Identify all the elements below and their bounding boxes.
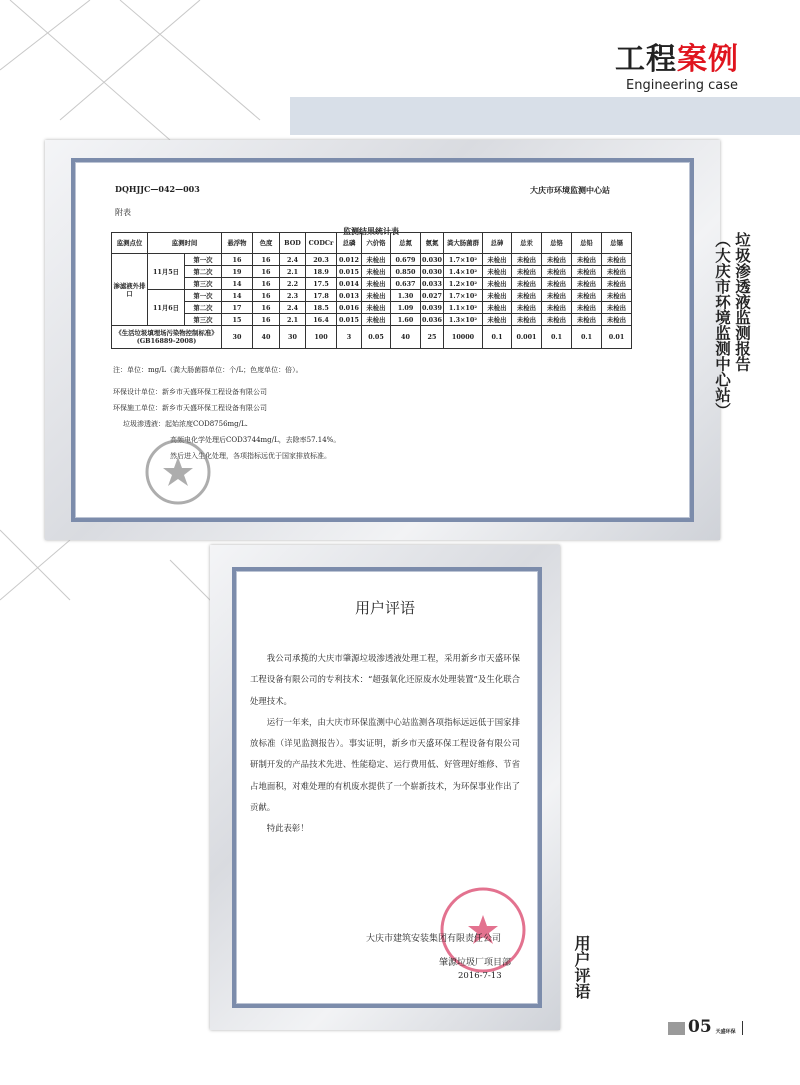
- table-cell: 未检出: [542, 254, 572, 266]
- table-row: [112, 254, 632, 266]
- standard-row: [112, 326, 632, 349]
- page-number: 05: [688, 1017, 712, 1037]
- review-paragraph: 我公司承揽的大庆市肇源垃圾渗透液处理工程，采用新乡市天盛环保工程设备有限公司的专利技术：“超强氧化还原废水处理装置”及生化联合处理技术。: [250, 653, 520, 706]
- side-title-org: （大庆市环境监测中心站）: [713, 232, 731, 418]
- column-header: 总氮: [391, 233, 421, 254]
- table-cell: 未检出: [512, 278, 542, 290]
- table-cell: 0.015: [337, 314, 362, 326]
- review-title: 用户评语: [354, 599, 415, 617]
- sample-cell: 第二次: [185, 302, 222, 314]
- column-header: 总铬: [542, 233, 572, 254]
- standard-label: 《生活垃圾填埋场污染物控制标准》(GB16889-2008): [112, 326, 222, 349]
- review-paper: [232, 567, 542, 1008]
- table-cell: 2.4: [280, 302, 306, 314]
- table-cell: 0.637: [391, 278, 421, 290]
- table-cell: 未检出: [572, 266, 602, 278]
- table-cell: 20.3: [306, 254, 337, 266]
- standard-value: 25: [421, 326, 444, 349]
- table-cell: 1.09: [391, 302, 421, 314]
- table-cell: 16: [253, 278, 280, 290]
- table-cell: 2.3: [280, 290, 306, 302]
- table-cell: 0.027: [421, 291, 442, 300]
- table-cell: 未检出: [572, 290, 602, 302]
- sign-date: 2016-7-13: [458, 971, 502, 981]
- column-header: 总汞: [512, 233, 542, 254]
- biochem-note: 然后进入生化处理，各项指标远优于国家排放标准。: [170, 452, 331, 460]
- standard-value: 0.1: [542, 326, 572, 349]
- table-cell: 未检出: [602, 254, 632, 266]
- header-subtitle: Engineering case: [626, 78, 739, 93]
- table-cell: 未检出: [512, 314, 542, 326]
- table-cell: 16: [253, 314, 280, 326]
- official-stamp: [143, 437, 213, 507]
- column-header: CODCr: [306, 233, 337, 254]
- table-cell: 17.8: [306, 290, 337, 302]
- unit-note: 注：单位：mg/L（粪大肠菌群单位：个/L；色度单位：倍）。: [113, 366, 303, 374]
- table-cell: 未检出: [362, 290, 391, 302]
- report-side-title: [712, 232, 752, 432]
- table-cell: 1.60: [391, 314, 421, 326]
- monitoring-table: [111, 232, 632, 349]
- table-cell: 14: [222, 278, 253, 290]
- table-cell: 未检出: [542, 266, 572, 278]
- table-cell: 17.5: [306, 278, 337, 290]
- table-cell: 未检出: [483, 278, 512, 290]
- table-cell: 14: [222, 290, 253, 302]
- site-cell: 渗滤液外排口: [112, 254, 148, 326]
- standard-value: 3: [337, 326, 362, 349]
- review-paragraph: 特此表彰！: [266, 823, 309, 834]
- table-cell: 18.5: [306, 302, 337, 314]
- column-header: 总磷: [337, 233, 362, 254]
- table-row: [112, 278, 632, 290]
- report-code: DQHJJC—042—003: [115, 184, 200, 194]
- table-cell: 0.030: [421, 255, 442, 264]
- table-cell: 未检出: [572, 278, 602, 290]
- standard-value: 0.1: [572, 326, 602, 349]
- standard-value: 0.001: [512, 326, 542, 349]
- date-cell: 11月6日: [148, 290, 185, 326]
- table-cell: 0.039: [421, 303, 442, 312]
- table-cell: 0.013: [337, 290, 362, 302]
- table-cell: 未检出: [602, 314, 632, 326]
- table-cell: 未检出: [542, 302, 572, 314]
- table-row: [112, 290, 632, 302]
- table-cell: 15: [222, 314, 253, 326]
- column-header: 色度: [253, 233, 280, 254]
- table-cell: 16: [253, 266, 280, 278]
- table-cell: 1.4×10²: [444, 266, 483, 278]
- table-cell: 16: [253, 302, 280, 314]
- treatment-note: 高频电化学处理后COD3744mg/L，去除率57.14%。: [170, 436, 341, 444]
- table-cell: 未检出: [483, 266, 512, 278]
- table-cell: 未检出: [512, 254, 542, 266]
- standard-value: 0.05: [362, 326, 391, 349]
- report-org: 大庆市环境监测中心站: [530, 185, 610, 195]
- review-frame: [210, 545, 560, 1030]
- signer-department: 肇源垃圾厂项目部: [439, 958, 512, 968]
- table-header-row: [112, 233, 632, 254]
- table-cell: 16.4: [306, 314, 337, 326]
- table-cell: 0.015: [337, 266, 362, 278]
- column-header: 总铅: [572, 233, 602, 254]
- table-cell: 未检出: [512, 302, 542, 314]
- table-cell: 0.036: [421, 315, 442, 324]
- table-cell: 0.679: [391, 254, 421, 266]
- design-unit: 环保设计单位：新乡市天盛环保工程设备有限公司: [113, 388, 267, 396]
- column-header: 氨氮: [421, 233, 444, 254]
- standard-value: 100: [306, 326, 337, 349]
- table-cell: 1.2×10²: [444, 278, 483, 290]
- sample-cell: 第一次: [185, 254, 222, 266]
- header-band: [290, 97, 800, 135]
- header-title-accent: 案例: [677, 42, 739, 77]
- sample-cell: 第二次: [185, 266, 222, 278]
- table-cell: 未检出: [572, 314, 602, 326]
- table-cell: 未检出: [362, 278, 391, 290]
- column-header: BOD: [280, 233, 306, 254]
- table-cell: 18.9: [306, 266, 337, 278]
- report-paper: [71, 158, 694, 522]
- table-cell: 1.30: [391, 290, 421, 302]
- standard-value: 10000: [444, 326, 483, 349]
- footer-divider: [742, 1021, 743, 1035]
- table-cell: 1.3×10²: [444, 314, 483, 326]
- table-cell: 19: [222, 266, 253, 278]
- construction-unit: 环保施工单位：新乡市天盛环保工程设备有限公司: [113, 404, 267, 412]
- standard-value: 0.1: [483, 326, 512, 349]
- section-header: [615, 42, 765, 94]
- header-title: 工程: [615, 42, 677, 77]
- table-cell: 1.1×10²: [444, 302, 483, 314]
- standard-value: 0.01: [602, 326, 632, 349]
- page-footer: [668, 1017, 743, 1037]
- sample-cell: 第一次: [185, 290, 222, 302]
- leachate-note: 垃圾渗透液：起始浓度COD8756mg/L.: [123, 420, 248, 428]
- table-cell: 未检出: [602, 302, 632, 314]
- sample-cell: 第三次: [185, 314, 222, 326]
- table-cell: 未检出: [483, 302, 512, 314]
- table-cell: 未检出: [362, 302, 391, 314]
- table-cell: 2.2: [280, 278, 306, 290]
- table-cell: 1.7×10²: [444, 254, 483, 266]
- table-title: 监测结果统计表: [343, 226, 399, 236]
- standard-value: 30: [280, 326, 306, 349]
- column-header: 监测时间: [148, 233, 222, 254]
- table-cell: 0.033: [421, 279, 442, 288]
- table-row: [112, 266, 632, 278]
- table-cell: 2.4: [280, 254, 306, 266]
- table-cell: 未检出: [362, 266, 391, 278]
- table-cell: 0.850: [391, 266, 421, 278]
- standard-value: 40: [391, 326, 421, 349]
- table-cell: 未检出: [572, 302, 602, 314]
- date-cell: 11月5日: [148, 254, 185, 290]
- table-cell: 未检出: [362, 254, 391, 266]
- table-cell: 2.1: [280, 314, 306, 326]
- column-header: 总镉: [602, 233, 632, 254]
- table-cell: 未检出: [602, 278, 632, 290]
- table-row: [112, 314, 632, 326]
- table-cell: 未检出: [512, 266, 542, 278]
- column-header: 粪大肠菌群: [444, 233, 483, 254]
- table-cell: 未检出: [542, 278, 572, 290]
- review-paragraph: 运行一年来，由大庆市环保监测中心站监测各项指标远远低于国家排放标准（详见监测报告）。事实证明，新乡市天盛环保工程设备有限公司研制开发的产品技术先进、性能稳定、运行费用低、好管理好维修、节省占地面积，对难处理的有机废水提供了一个崭新技术，为环保事业作出了贡献。: [250, 716, 520, 813]
- table-cell: 0.016: [337, 302, 362, 314]
- table-cell: 未检出: [602, 290, 632, 302]
- table-cell: 16: [253, 290, 280, 302]
- table-cell: 未检出: [542, 314, 572, 326]
- table-cell: 未检出: [483, 290, 512, 302]
- table-cell: 未检出: [512, 290, 542, 302]
- column-header: 六价铬: [362, 233, 391, 254]
- report-frame: [45, 140, 720, 540]
- table-cell: 未检出: [602, 266, 632, 278]
- table-cell: 16: [253, 254, 280, 266]
- table-cell: 1.7×10²: [444, 290, 483, 302]
- table-cell: 未检出: [572, 254, 602, 266]
- table-cell: 0.030: [421, 267, 442, 276]
- column-header: 总砷: [483, 233, 512, 254]
- table-cell: 0.012: [337, 254, 362, 266]
- table-cell: 16: [222, 254, 253, 266]
- review-side-title: 用户评语: [572, 935, 591, 999]
- table-row: [112, 302, 632, 314]
- table-cell: 未检出: [542, 290, 572, 302]
- standard-value: 30: [222, 326, 253, 349]
- table-cell: 0.014: [337, 278, 362, 290]
- side-title-main: 垃圾渗透液监测报告: [733, 232, 751, 372]
- column-header: 监测点位: [112, 233, 148, 254]
- table-cell: 未检出: [362, 314, 391, 326]
- standard-value: 40: [253, 326, 280, 349]
- table-cell: 未检出: [483, 314, 512, 326]
- footer-brand-logo: 天盛环保: [715, 1029, 736, 1035]
- appendix-label: 附表: [115, 208, 131, 217]
- footer-block: [668, 1022, 685, 1035]
- table-cell: 2.1: [280, 266, 306, 278]
- table-cell: 未检出: [483, 254, 512, 266]
- column-header: 悬浮物: [222, 233, 253, 254]
- signer-company: 大庆市建筑安装集团有限责任公司: [366, 934, 502, 944]
- sample-cell: 第三次: [185, 278, 222, 290]
- table-cell: 17: [222, 302, 253, 314]
